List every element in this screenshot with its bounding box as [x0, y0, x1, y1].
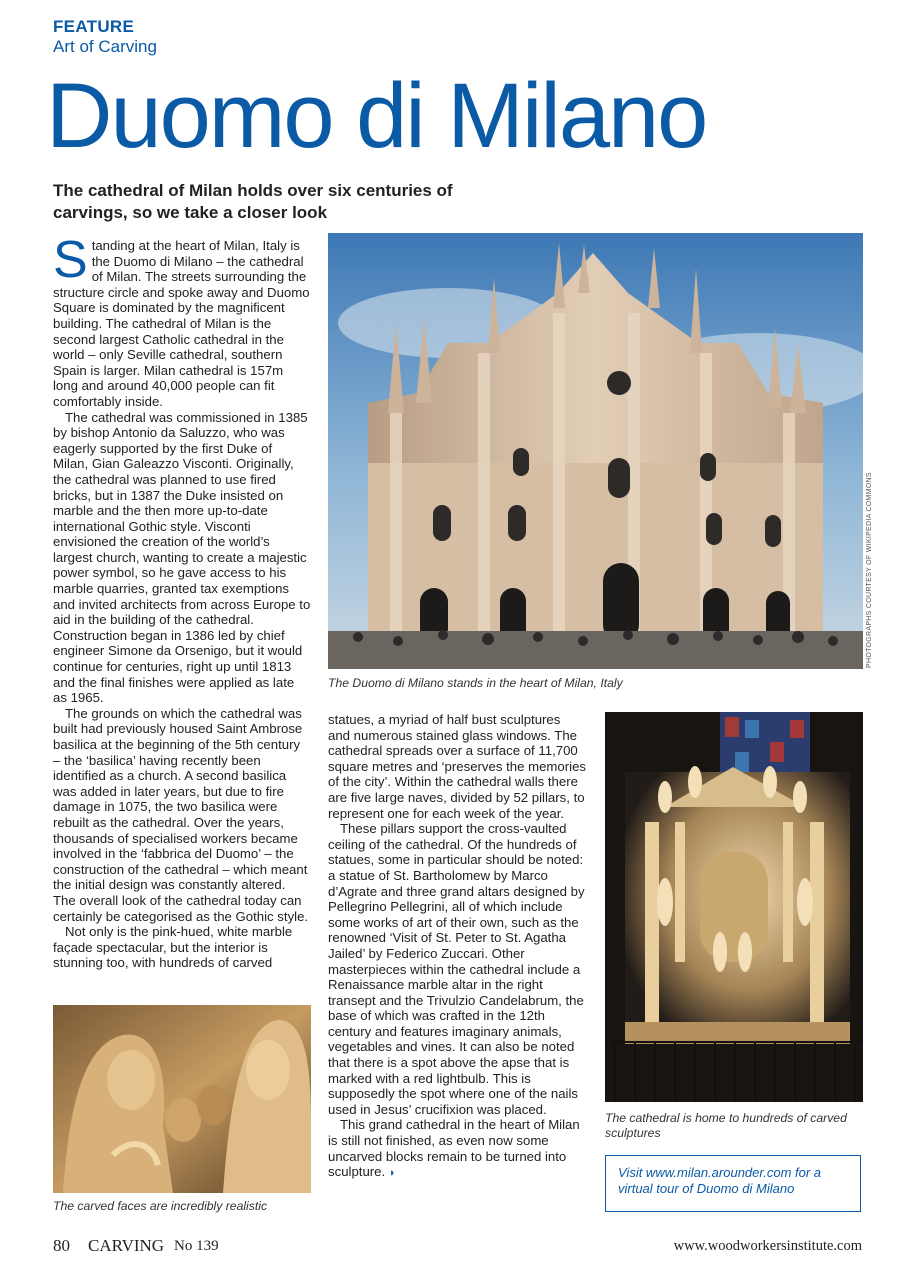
standfirst: The cathedral of Milan holds over six centuries of carvings, so we take a closer look [53, 181, 453, 222]
magazine-name: CARVING [88, 1236, 165, 1255]
photo-credit: PHOTOGRAPHS COURTESY OF WIKIPEDIA COMMONS [866, 472, 873, 668]
paragraph-4: Not only is the pink-hued, white marble façade spectacular, but the interior is stunning too, with hundreds of carved [53, 924, 293, 971]
altar-photo [605, 712, 863, 1102]
paragraph-7: This grand cathedral in the heart of Milan is still not finished, as even now some uncarved blocks remain to be turned into sculpture. [328, 1117, 580, 1180]
cathedral-photo [328, 233, 863, 669]
page-number: 80 [53, 1236, 70, 1255]
main-photo-caption: The Duomo di Milano stands in the heart of Milan, Italy [328, 676, 623, 690]
faces-photo-caption: The carved faces are incredibly realistic [53, 1199, 268, 1213]
article-title: Duomo di Milano [46, 65, 707, 167]
paragraph-6: These pillars support the cross-vaulted ceiling of the cathedral. Of the hundreds of statues, some in particular should be noted: a statue of St. Bartholomew by Marco d’Agrate and three grand altars designed by Pellegrino Pellegrini, all of which include some works of art of their own, such as the renowned ‘Visit of St. Peter to St. Agatha Jailed’ by Federico Zuccari. Other masterpieces within the cathedral include a Renaissance marble altar in the right transept and the Trivulzio Candelabrum, the base of which was crafted in the 12th century and features imaginary animals, vegetables and vines. It can also be noted that there is a spot above the apse that is marked with a red lightbulb. This is supposedly the spot where one of the nails used in Jesus’ crucifixion was placed. [328, 821, 585, 1117]
paragraph-3: The grounds on which the cathedral was built had previously housed Saint Ambrose basilica at the beginning of the 5th century – the ‘basilica’ having recently been identified as a church. A second basilica was added in later years, but due to fire damage in 1075, the two basilica were rebuilt as the cathedral. Over the years, thousands of specialised workers became involved in the ‘fabbrica del Duomo’ – the construction of the cathedral – which meant the initial design was constantly altered. The overall look of the cathedral today can certainly be categorised as the Gothic style. [53, 705, 309, 924]
issue-number: No 139 [174, 1238, 219, 1254]
end-mark-icon: ◗ [388, 1167, 396, 1180]
series-label: Art of Carving [53, 37, 157, 56]
visit-box [605, 1155, 861, 1212]
paragraph-2: The cathedral was commissioned in 1385 by bishop Antonio da Saluzzo, who was eagerly supported by the first Duke of Milan, Gian Galeazzo Visconti. Originally, the cathedral was planned to use fired bricks, but in 1387 the Duke insisted on marble and the then more up-to-date international Gothic style. Visconti envisioned the creation of the world’s largest church, wanting to create a majestic power symbol, so he gave access to his marble quarries, granted tax exemptions and invited architects from across Europe to aid in the building of the cathedral. Construction began in 1386 led by chief engineer Simone da Orsenigo, but it would continue for centuries, right up until 1813 and the final finishes were applied as late as 1965. [53, 409, 311, 706]
visit-link-text[interactable]: Visit www.milan.arounder.com for a virtual tour of Duomo di Milano [618, 1165, 822, 1196]
altar-photo-caption: The cathedral is home to hundreds of carved sculptures [605, 1111, 847, 1140]
carved-faces-photo [53, 1005, 311, 1193]
body-column-2 [328, 712, 586, 1182]
body-column-1 [53, 231, 311, 971]
website-url[interactable]: www.woodworkersinstitute.com [673, 1238, 862, 1254]
paragraph-1: tanding at the heart of Milan, Italy is the Duomo di Milano – the cathedral of Milan. The streets surrounding the structure circle and spoke away and Duomo Square is dominated by the magnificent building. The cathedral of Milan is the second largest Catholic cathedral in the world – only Seville cathedral, southern Spain is larger. Milan cathedral is 157m long and around 40,000 people can fit comfortably inside. [53, 238, 310, 409]
paragraph-5: statues, a myriad of half bust sculptures and numerous stained glass windows. The cathedral spreads over a surface of 11,700 square metres and ‘preserves the memories of the city’. Within the cathedral walls there are five large naves, divided by 52 pillars, to represent one for each week of the year. [328, 712, 586, 821]
drop-cap: S [53, 231, 88, 289]
section-label: FEATURE [53, 17, 135, 36]
